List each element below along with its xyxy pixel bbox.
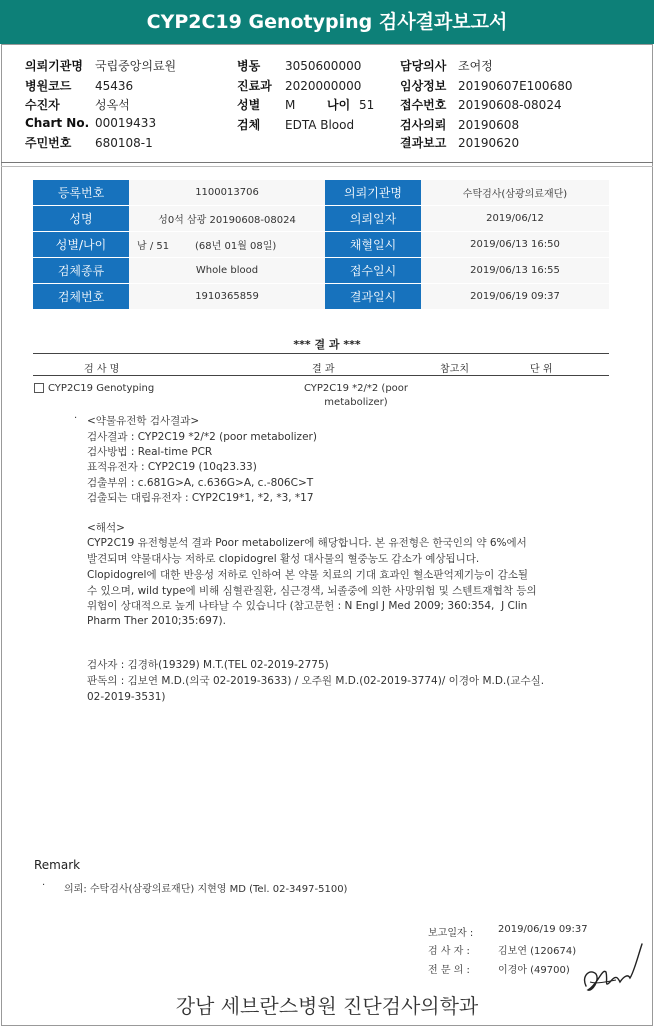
col-header-test: 검 사 명 [84, 364, 120, 375]
signoff-label: 검 사 자 : [428, 946, 470, 957]
info-value: 성0석 삼광 20190608-08024 [129, 206, 325, 232]
info-value: 1910365859 [129, 284, 325, 310]
signoff-value: 2019/06/19 09:37 [498, 924, 588, 935]
info-label: 의뢰기관명 [325, 180, 421, 206]
info-label: 검체번호 [33, 284, 129, 310]
col-header-unit: 단 위 [530, 364, 553, 375]
interp-line: Clopidogrel에 대한 반응성 저하로 인하여 본 약물 치료의 기대 효과인 혈소판억제기능이 감소될 [87, 569, 529, 581]
header-divider-secondary [1, 166, 653, 167]
info-value: 수탁검사(삼광의료재단) [421, 180, 609, 206]
interp-heading: <해석> [87, 522, 125, 534]
info-value: 남 / 51 (68년 01월 08일) [129, 232, 325, 258]
interp-line: 수 있으며, wild type에 비해 심혈관질환, 심근경색, 뇌졸중에 의한 사망위험 및 스텐트재협착 등의 [87, 585, 537, 597]
interp-line: 위험이 상대적으로 높게 나타날 수 있습니다 (참고문헌 : N Engl J Med 2009; 360:354, J Clin [87, 600, 528, 612]
results-top-rule [33, 353, 609, 354]
staff-tester: 검사자 : 김경하(19329) M.T.(TEL 02-2019-2775) [87, 659, 329, 671]
header-hospital-code: 병원코드 45436 [25, 79, 134, 93]
info-label: 등록번호 [33, 180, 129, 206]
header-department: 진료과 2020000000 [237, 79, 362, 93]
interp-line: CYP2C19 유전형분석 결과 Poor metabolizer에 해당합니다. 본 유전형은 한국인의 약 6%에서 [87, 537, 527, 549]
pharma-line: 검사결과 : CYP2C19 *2/*2 (poor metabolizer) [87, 431, 317, 443]
result-test-name: CYP2C19 Genotyping [34, 383, 154, 394]
signoff-value: 이경아 (49700) [498, 965, 570, 976]
pharma-line: 검출부위 : c.681G>A, c.636G>A, c.-806C>T [87, 477, 314, 489]
header-patient: 수진자 성옥석 [25, 98, 130, 112]
header-specimen: 검체 EDTA Blood [237, 118, 355, 132]
info-value: 2019/06/12 [421, 206, 609, 232]
pharma-line: 검사방법 : Real-time PCR [87, 446, 213, 458]
header-request-date: 검사의뢰 20190608 [400, 118, 520, 132]
footer-institution: 강남 세브란스병원 진단검사의학과 [175, 994, 479, 1018]
header-resident-no: 주민번호 680108-1 [25, 136, 153, 150]
info-value: 2019/06/13 16:50 [421, 232, 609, 258]
info-label: 결과일시 [325, 284, 421, 310]
info-label: 채혈일시 [325, 232, 421, 258]
info-value: Whole blood [129, 258, 325, 284]
info-value: 1100013706 [129, 180, 325, 206]
result-value: CYP2C19 *2/*2 (poor metabolizer) [303, 383, 409, 408]
signature-icon [576, 938, 646, 998]
col-header-reference: 참고치 [440, 364, 469, 375]
info-value: 2019/06/13 16:55 [421, 258, 609, 284]
header-receipt-no: 접수번호 20190608-08024 [400, 98, 562, 112]
header-chart-no: Chart No. 00019433 [25, 116, 157, 130]
remark-bullet: · [42, 880, 46, 891]
header-clinical-info: 임상정보 20190607E100680 [400, 79, 573, 93]
header-ward: 병동 3050600000 [237, 59, 362, 73]
staff-readers-cont: 02-2019-3531) [87, 691, 166, 703]
remark-text: 의뢰: 수탁검사(삼광의료재단) 지현영 MD (Tel. 02-3497-5100) [64, 884, 348, 895]
header-doctor: 담당의사 조여정 [400, 59, 493, 73]
info-label: 접수일시 [325, 258, 421, 284]
pharma-heading: <약물유전학 검사결과> [87, 415, 200, 427]
report-title: CYP2C19 Genotyping 검사결과보고서 [0, 0, 654, 44]
info-label: 의뢰일자 [325, 206, 421, 232]
info-label: 성별/나이 [33, 232, 129, 258]
header-divider [1, 162, 653, 163]
results-title: *** 결 과 *** [293, 338, 361, 351]
bullet: · [74, 413, 78, 424]
interp-line: 발견되며 약물대사능 저하로 clopidogrel 활성 대사물의 혈중농도 감소가 예상됩니다. [87, 553, 480, 565]
remark-title: Remark [34, 858, 81, 872]
info-row [33, 258, 609, 284]
info-row [33, 180, 609, 206]
pharma-line: 표적유전자 : CYP2C19 (10q23.33) [87, 461, 257, 473]
info-label: 검체종류 [33, 258, 129, 284]
info-row [33, 284, 609, 310]
signoff-value: 김보연 (120674) [498, 946, 577, 957]
signoff-label: 보고일자 : [428, 928, 474, 939]
interp-line: Pharm Ther 2010;35:697). [87, 615, 226, 627]
results-header-rule [33, 375, 609, 376]
info-row [33, 232, 609, 258]
info-row [33, 206, 609, 232]
info-label: 성명 [33, 206, 129, 232]
header-sex: 성별 M 나이 51 [237, 98, 375, 112]
header-report-date: 결과보고 20190620 [400, 136, 520, 150]
col-header-result: 결 과 [312, 364, 335, 375]
patient-info-table [33, 180, 609, 310]
header-client: 의뢰기관명 국립중앙의료원 [25, 59, 177, 73]
signoff-label: 전 문 의 : [428, 965, 470, 976]
info-value: 2019/06/19 09:37 [421, 284, 609, 310]
pharma-line: 검출되는 대립유전자 : CYP2C19*1, *2, *3, *17 [87, 492, 314, 504]
checkbox-icon [34, 383, 44, 393]
staff-readers: 판독의 : 김보연 M.D.(의국 02-2019-3633) / 오주원 M.D.(02-2019-3774)/ 이경아 M.D.(교수실. [87, 675, 545, 687]
